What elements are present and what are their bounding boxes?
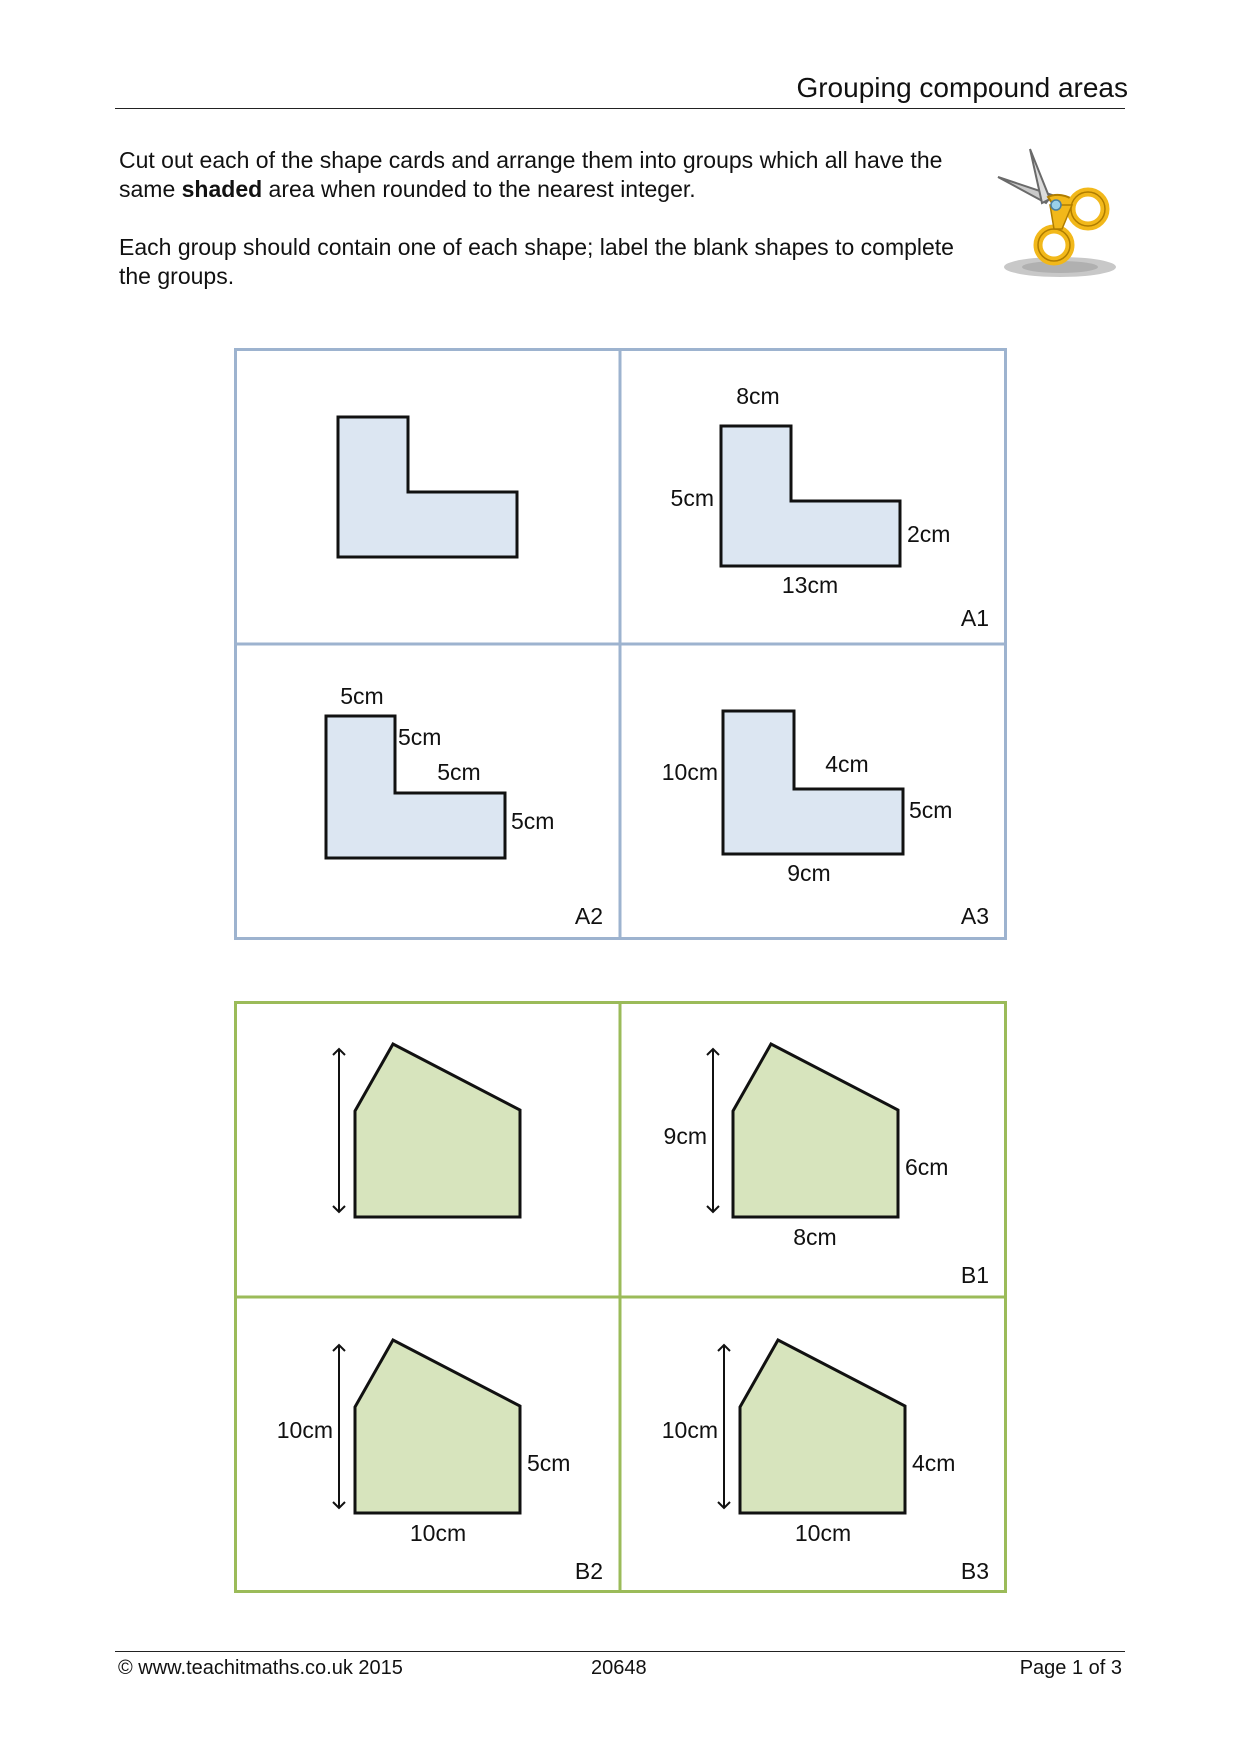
card-id: A1 (960, 605, 989, 631)
pentagon-shape (733, 1044, 898, 1217)
card-id: B1 (960, 1262, 989, 1288)
dimension-label: 8cm (793, 1224, 837, 1250)
instruction-paragraph-2: Each group should contain one of each shape; label the blank shapes to complete the groups. (119, 234, 954, 289)
dimension-label: 9cm (663, 1123, 707, 1149)
dimension-label: 9cm (787, 860, 831, 886)
l-shape (721, 426, 900, 566)
dimension-label: 2cm (907, 521, 951, 547)
pentagon-shape (740, 1340, 905, 1513)
card-id: B3 (960, 1558, 989, 1584)
footer-code: 20648 (591, 1657, 647, 1679)
dimension-label: 4cm (912, 1450, 956, 1476)
instruction-paragraph-1 (119, 146, 959, 204)
dimension-label: 10cm (409, 1520, 467, 1546)
card-id: A2 (574, 903, 603, 929)
dimension-label: 5cm (511, 808, 555, 834)
card-id: A3 (960, 903, 989, 929)
footer-copyright: © www.teachitmaths.co.uk 2015 (118, 1657, 403, 1679)
dimension-label: 5cm (340, 683, 384, 709)
l-shape (338, 417, 517, 557)
footer-rule (115, 1651, 1125, 1652)
card-id: B2 (574, 1558, 603, 1584)
pentagon-shape (355, 1340, 520, 1513)
l-shape (723, 711, 903, 854)
instruction-text-end: area when rounded to the nearest integer. (262, 176, 696, 202)
dimension-label: 5cm (437, 759, 481, 785)
card-a1[interactable] (671, 383, 989, 631)
header-rule (115, 108, 1125, 109)
card-a2[interactable] (326, 683, 603, 929)
dimension-label: 10cm (794, 1520, 852, 1546)
instruction-text-start: Cut out each of the shape cards and arrange them into groups which all have the same (119, 147, 943, 202)
footer-page-number: Page 1 of 3 (1019, 1657, 1122, 1679)
dimension-label: 5cm (909, 797, 953, 823)
dimension-label: 5cm (670, 485, 714, 511)
scissors-icon (990, 145, 1125, 285)
pentagon-shape (355, 1044, 520, 1217)
dimension-label: 10cm (661, 1417, 718, 1443)
card-blank-a[interactable] (338, 417, 517, 557)
dimension-label: 10cm (276, 1417, 333, 1443)
card-a3[interactable] (662, 711, 989, 929)
dimension-label: 13cm (781, 572, 839, 598)
card-set-a (234, 348, 1007, 940)
card-blank-b[interactable] (339, 1044, 520, 1217)
dimension-label: 4cm (825, 751, 869, 777)
instructions (119, 146, 959, 320)
dimension-label: 8cm (736, 383, 780, 409)
dimension-label: 6cm (905, 1154, 949, 1180)
dimension-label: 10cm (661, 759, 718, 785)
card-b2[interactable] (277, 1340, 603, 1584)
page-title: Grouping compound areas (796, 72, 1128, 103)
card-set-b (234, 1001, 1007, 1593)
dimension-label: 5cm (398, 724, 442, 750)
card-b1[interactable] (664, 1044, 989, 1288)
instruction-bold-word: shaded (181, 176, 263, 202)
dimension-label: 5cm (527, 1450, 571, 1476)
card-b3[interactable] (662, 1340, 989, 1584)
